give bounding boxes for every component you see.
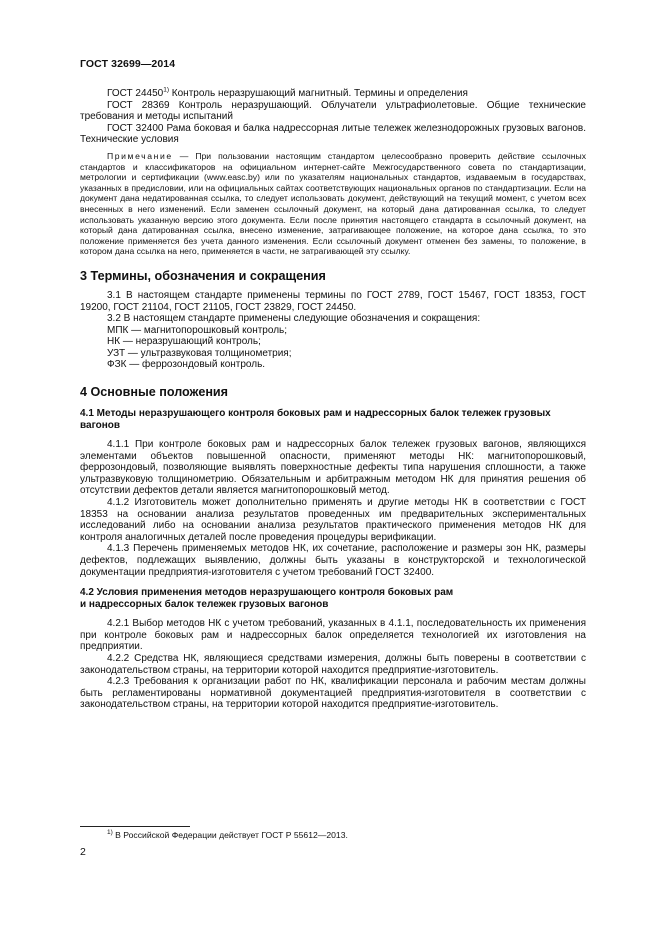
- footnote: [80, 830, 586, 840]
- footnote-mark: 1): [163, 86, 169, 94]
- paragraph-3-2: 3.2 В настоящем стандарте применены следующие обозначения и сокращения:: [107, 313, 481, 325]
- paragraph-4-2-3: 4.2.3 Требования к организации работ по НК, квалификации персонала и рабочим местам должны быть регламентированы нормативной документацией предприятия-изготовителя в соответствии с законодательством страны, на территории которой находится предприятие-изготовитель.: [80, 676, 586, 711]
- page-header-doc-code: ГОСТ 32699—2014: [80, 58, 176, 70]
- footnote-mark: 1): [107, 829, 113, 837]
- abbreviation-item: МПК — магнитопорошковый контроль;: [107, 324, 288, 336]
- reference-item: ГОСТ 32400 Рама боковая и балка надрессорная литые тележек железнодорожных грузовых вагонов. Технические условия: [80, 122, 586, 146]
- note-text: — При пользовании настоящим стандартом целесообразно проверить действие ссылочных стандартов и классификаторов на официальном интернет-сайте Межгосударственного совета по стандартизации, метрологии и сертификации (www.easc.by) или по указателям национальных стандартов, издаваемым в государствах, указанных в предисловии, или на официальных сайтах соответствующих национальных органов по стандартизации. Если на документ дана недатированная ссылка, то следует использовать документ, действующий на текущий момент, с учетом всех внесенных в него изменений. Если заменен ссылочный документ, на который дана датированная ссылка, то следует использовать указанную версию этого документа. Если после принятия настоящего стандарта в ссылочный документ, на который дана датированная ссылка, внесено изменение, затрагивающее положение, на которое дана ссылка, то это положение применяется без учета данного изменения. Если ссылочный документ отменен без замены, то положение, в котором дана ссылка на него, применяется в части, не затрагивающей эту ссылку.: [80, 150, 586, 257]
- subsection-4-1-title: 4.1 Методы неразрушающего контроля боковых рам и надрессорных балок тележек грузовых вагонов: [80, 408, 551, 432]
- paragraph-3-1: 3.1 В настоящем стандарте применены термины по ГОСТ 2789, ГОСТ 15467, ГОСТ 18353, ГОСТ 19200, ГОСТ 21104, ГОСТ 21105, ГОСТ 23829, ГОСТ 24450.: [80, 289, 586, 313]
- abbreviation-item: НК — неразрушающий контроль;: [107, 336, 261, 348]
- subsection-4-2-title: [80, 587, 586, 611]
- note-paragraph: [80, 151, 586, 257]
- abbreviation-item: ФЗК — феррозондовый контроль.: [107, 359, 266, 371]
- reference-text: ГОСТ 24450: [107, 88, 164, 99]
- page-content: [80, 88, 586, 711]
- section-3-title: 3 Термины, обозначения и сокращения: [80, 268, 326, 283]
- paragraph-4-1-1: 4.1.1 При контроле боковых рам и надрессорных балок тележек грузовых вагонов, являющихся элементами объектов повышенной опасности, применяют методы НК: магнитопорошковый, феррозондовый, позволяющие выявлять поверхностные дефекты типа нарушения сплошности, а также ультразвуковую толщинометрию. Обязательным и арбитражным методом НК для принятия решения об отсутствии дефектов детали является магнитопорошковый метод.: [80, 439, 586, 497]
- subsection-4-2-title-line1: 4.2 Условия применения методов неразрушающего контроля боковых рам: [80, 587, 454, 599]
- abbreviation-item: УЗТ — ультразвуковая толщинометрия;: [107, 347, 292, 359]
- note-label: Примечание: [107, 150, 173, 161]
- reference-item: ГОСТ 28369 Контроль неразрушающий. Облучатели ультрафиолетовые. Общие технические требования и методы испытаний: [80, 99, 586, 123]
- paragraph-4-1-3: 4.1.3 Перечень применяемых методов НК, их сочетание, расположение и размеры зон НК, размеры дефектов, подлежащих выявлению, должны быть указаны в конструкторской и технологической документации предприятия-изготовителя с учетом требований ГОСТ 32400.: [80, 543, 586, 578]
- paragraph-4-1-2: 4.1.2 Изготовитель может дополнительно применять и другие методы НК в соответствии с ГОСТ 18353 на основании анализа результатов проведенных им предварительных экспериментальных исследований либо на основании анализа результатов практического применения методов НК для контроля аналогичных деталей после проведения процедуры верификации.: [80, 497, 586, 543]
- reference-tail: Контроль неразрушающий магнитный. Термины и определения: [169, 88, 468, 99]
- footnote-divider: [80, 826, 190, 827]
- paragraph-4-2-1: 4.2.1 Выбор методов НК с учетом требований, указанных в 4.1.1, последовательность их применения при контроле боковых рам и надрессорных балок определяется технологией их изготовления на предприятии.: [80, 618, 586, 653]
- reference-item: [80, 88, 586, 100]
- footnote-text: В Российской Федерации действует ГОСТ Р 55612—2013.: [112, 830, 348, 840]
- paragraph-4-2-2: 4.2.2 Средства НК, являющиеся средствами измерения, должны быть поверены в соответствии с законодательством страны, на территории которой находится предприятие-изготовитель.: [80, 652, 586, 676]
- subsection-4-2-title-line2: и надрессорных балок тележек грузовых вагонов: [80, 599, 329, 611]
- section-4-title: 4 Основные положения: [80, 385, 229, 400]
- page-number: 2: [80, 846, 86, 858]
